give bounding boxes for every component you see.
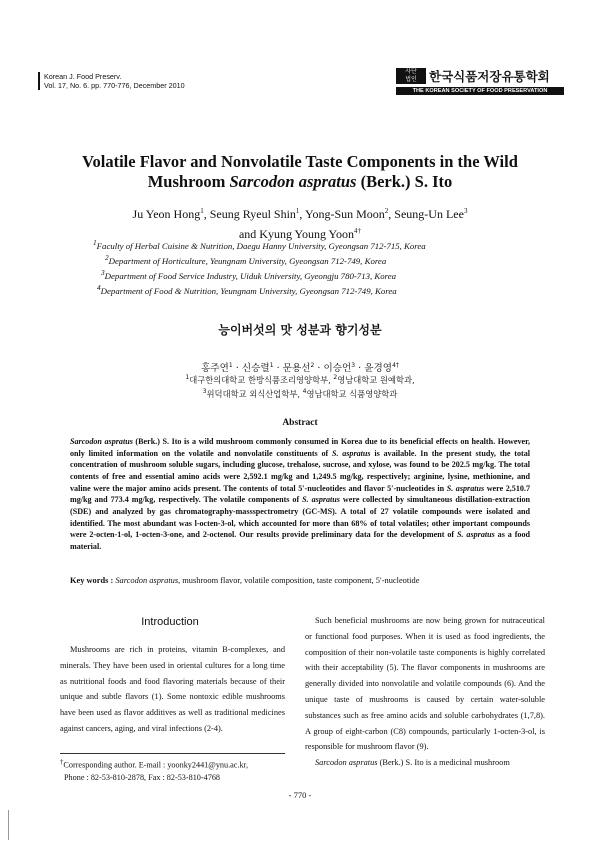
author: Yong-Sun Moon	[304, 207, 385, 221]
author: and Kyung Young Yoon	[238, 227, 355, 241]
species-name: Sarcodon aspratus	[229, 172, 357, 191]
body-column-right	[305, 613, 545, 771]
society-name-korean: 한국식품저장유통학회	[429, 69, 550, 84]
korean-title: 능이버섯의 맛 성분과 향기성분	[218, 323, 382, 337]
paragraph: Mushrooms are rich in proteins, vitamin B-complexes, and minerals. They have been used in oriental cultures for a long time as nutritional foods and food flavoring materials because of their unique and subtle flavors (1). Some nontoxic edible mushrooms have been used as flavor additives as well as traditional medicines against cancers, aging, and viral infections (2-4).	[60, 645, 285, 733]
author: Ju Yeon Hong	[132, 207, 201, 221]
journal-citation	[38, 72, 185, 90]
journal-name: Korean J. Food Preserv.	[44, 72, 122, 81]
affiliations: $^1$Faculty of Herbal Cuisine & Nutrition, Daegu Hanny University, Gyeongsan 712-715, Korea $^2$Department of Horticulture, Yeungnam University, Gyeongsan 712-749, Korea $^3$Department of Food Service Industry, Uiduk University, Gyeongju 780-713, Korea $^4$Department of Food & Nutrition, Yeungnam University, Gyeongsan 712-749, Korea	[93, 238, 426, 296]
keywords-label: Key words :	[70, 576, 116, 585]
abstract-heading: Abstract	[282, 418, 318, 428]
paragraph: Sarcodon aspratus (Berk.) S. Ito is a medicinal mushroom	[315, 758, 510, 768]
society-emblem: 사단 법인	[396, 68, 426, 84]
paper-title: Volatile Flavor and Nonvolatile Taste Components in the Wild Mushroom Sarcodon aspratus (Berk.) S. Ito	[82, 152, 518, 191]
footnote: †Corresponding author. E-mail : yoonky2441@ynu.ac.kr, Phone : 82-53-810-2878, Fax : 82-53-810-4768	[60, 759, 248, 782]
body-column-left	[60, 642, 285, 737]
society-name-english: THE KOREAN SOCIETY OF FOOD PRESERVATION	[396, 87, 564, 95]
section-heading-introduction: Introduction	[141, 616, 199, 628]
paragraph: Such beneficial mushrooms are now being grown for nutraceutical or functional food purposes. When it is used as food ingredients, the composition of their non-volatile taste components is highly correlated with their acceptability (5). The flavor components in mushrooms are generally divided into nonvolatile and volatile compounds (6). And the unique taste of mushrooms is caused by certain water-soluble substances such as free amino acids and soluble carbohydrates (1,7,8). A group of eight-carbon (C8) compounds, particularly 1-octen-3-ol, is responsible for mushroom flavor (9).	[305, 616, 545, 752]
abstract-body: Sarcodon aspratus (Berk.) S. Ito is a wild mushroom commonly consumed in Korea due to its beneficial effects on health. However, only limited information on the volatile and nonvolatile constituents of S. aspratus is available. In the present study, the total concentration of mushroom soluble sugars, including glucose, trehalose, sucrose, and xylose, was found to be 202.5 mg/kg. The total contents of free and essential amino acids were 2,592.1 mg/kg and 1,249.5 mg/kg, respectively; arginine, lysine, methionine, and valine were the major amino acids present. The contents of total 5′-nucleotides and flavor 5′-nucleotides in S. aspratus were 2,510.7 mg/kg and 773.4 mg/kg, respectively. The volatile components of S. aspratus were collected by simultaneous distillation-extraction (SDE) and analyzed by gas chromatography-massspectrometry (GC-MS). A total of 27 volatile compounds were isolated and identified. The most abundant was l-octen-3-ol, which accounted for more than 68% of total volatiles; other important compounds were 2-octen-1-ol, 1-octen-3-one, and 2-octenol. Our results provide preliminary data for the development of S. aspratus as a food material.	[70, 437, 531, 551]
korean-authors: 홍주연$^1$ · 신승렬$^1$ · 문용선$^2$ · 이승언$^3$ · 윤경영$^{4\dagger}$	[201, 362, 399, 375]
margin-mark	[8, 810, 9, 840]
author: Seung-Un Lee	[394, 207, 464, 221]
author-list: Ju Yeon Hong$^1$, Seung Ryeul Shin$^1$, Yong-Sun Moon$^2$, Seung-Un Lee$^3$ and Kyung Young Yoon$^{4\dagger}$	[132, 207, 468, 241]
author: Seung Ryeul Shin	[209, 207, 296, 221]
journal-volume: Vol. 17, No. 6. pp. 770-776, December 2010	[44, 81, 185, 90]
keywords: Key words : Sarcodon aspratus, mushroom flavor, volatile composition, taste component, 5′-nucleotide	[70, 576, 420, 585]
footnote-divider	[60, 753, 285, 754]
society-logo	[396, 67, 564, 95]
page-number: - 770 -	[288, 790, 312, 800]
korean-affiliations: $^1$대구한의대학교 한방식품조리영양학부, $^2$영남대학교 원예학과, $^3$위덕대학교 외식산업학부, $^4$영남대학교 식품영양학과	[185, 374, 415, 400]
